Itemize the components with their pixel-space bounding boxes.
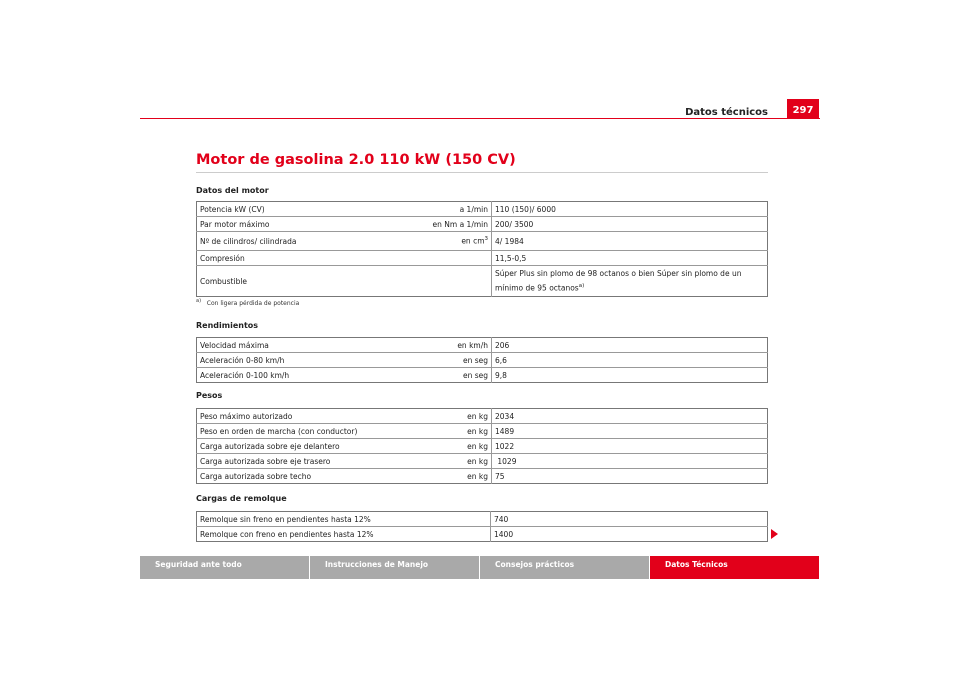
row-unit: en kg [403,409,492,424]
row-label: Carga autorizada sobre eje trasero [197,454,404,469]
row-unit [403,266,492,297]
row-unit: en kg [403,424,492,439]
table-row [197,251,768,266]
value-line-1: Súper Plus sin plomo de 98 octanos o bien Súper sin plomo de un [495,269,742,279]
row-value: 206 [495,340,510,350]
row-value: 2034 [495,411,515,421]
table-row [197,527,768,542]
title-divider [196,172,768,173]
footnote-reference: a) [578,283,585,290]
value-line-2: mínimo de 95 octanos [495,283,579,293]
row-label: Carga autorizada sobre techo [197,469,404,484]
section-heading-trailer: Cargas de remolque [196,494,287,503]
table-row [197,454,768,469]
section-heading-engine: Datos del motor [196,186,269,195]
unit-superscript: 3 [484,236,488,243]
row-value: 11,5-0,5 [492,251,768,266]
performance-table [196,337,768,383]
row-value: 6,6 [492,353,768,368]
table-row [197,512,768,527]
row-unit: en Nm a 1/min [403,217,492,232]
table-row [197,424,768,439]
row-value: 75 [492,469,768,484]
row-unit: en kg [403,454,492,469]
section-heading-performance: Rendimientos [196,321,259,330]
row-label: Peso en orden de marcha (con conductor) [197,424,404,439]
row-value: 4/ 1984 [492,232,768,251]
table-row [197,368,768,383]
row-label: Peso máximo autorizado [200,411,293,421]
page-title: Motor de gasolina 2.0 110 kW (150 CV) [196,152,516,168]
nav-tab-instrucciones[interactable]: Instrucciones de Manejo [310,556,480,579]
footnote-mark: a) [196,298,202,304]
nav-tab-seguridad[interactable]: Seguridad ante todo [140,556,310,579]
row-label: Nº de cilindros/ cilindrada [197,232,404,251]
table-row [197,266,768,297]
weights-table [196,408,768,484]
row-unit: en seg [403,353,492,368]
row-label: Combustible [197,266,404,297]
table-row [197,338,768,353]
nav-tab-datos-tecnicos[interactable]: Datos Técnicos [650,556,819,579]
row-value: 200/ 3500 [492,217,768,232]
row-label: Potencia kW (CV) [200,204,265,214]
running-header-title: Datos técnicos [685,107,768,118]
table-row [197,439,768,454]
row-label: Velocidad máxima [200,340,269,350]
row-label: Carga autorizada sobre eje delantero [197,439,404,454]
table-row [197,469,768,484]
row-unit: a 1/min [403,202,492,217]
row-label: Aceleración 0-100 km/h [197,368,404,383]
row-value: 740 [494,514,509,524]
row-unit [403,251,492,266]
row-value: 1489 [492,424,768,439]
row-unit: en kg [403,439,492,454]
row-value: 1022 [492,439,768,454]
row-unit: en kg [403,469,492,484]
row-unit [403,232,492,251]
row-value: 1029 [492,454,768,469]
row-value: 1400 [491,527,768,542]
page-number-badge: 297 [787,99,819,119]
row-label: Aceleración 0-80 km/h [197,353,404,368]
unit-text: en cm [461,236,485,246]
table-row [197,409,768,424]
section-heading-weights: Pesos [196,391,223,400]
trailer-table [196,511,768,542]
row-value: 110 (150)/ 6000 [495,204,556,214]
row-label: Par motor máximo [197,217,404,232]
row-value: 9,8 [492,368,768,383]
table-row [197,232,768,251]
nav-tab-consejos[interactable]: Consejos prácticos [480,556,650,579]
continue-arrow-icon[interactable] [771,529,778,539]
engine-table [196,201,768,297]
row-label: Remolque con freno en pendientes hasta 12% [197,527,491,542]
row-value [492,266,768,297]
footnote-text: Con ligera pérdida de potencia [206,300,300,307]
header-divider [140,118,820,119]
table-row [197,202,768,217]
bottom-navigation [140,556,819,579]
row-label: Remolque sin freno en pendientes hasta 12% [197,512,491,527]
footnote [196,298,299,307]
table-row [197,353,768,368]
row-unit: en seg [403,368,492,383]
row-label: Compresión [197,251,404,266]
table-row [197,217,768,232]
row-unit: en km/h [403,338,492,353]
